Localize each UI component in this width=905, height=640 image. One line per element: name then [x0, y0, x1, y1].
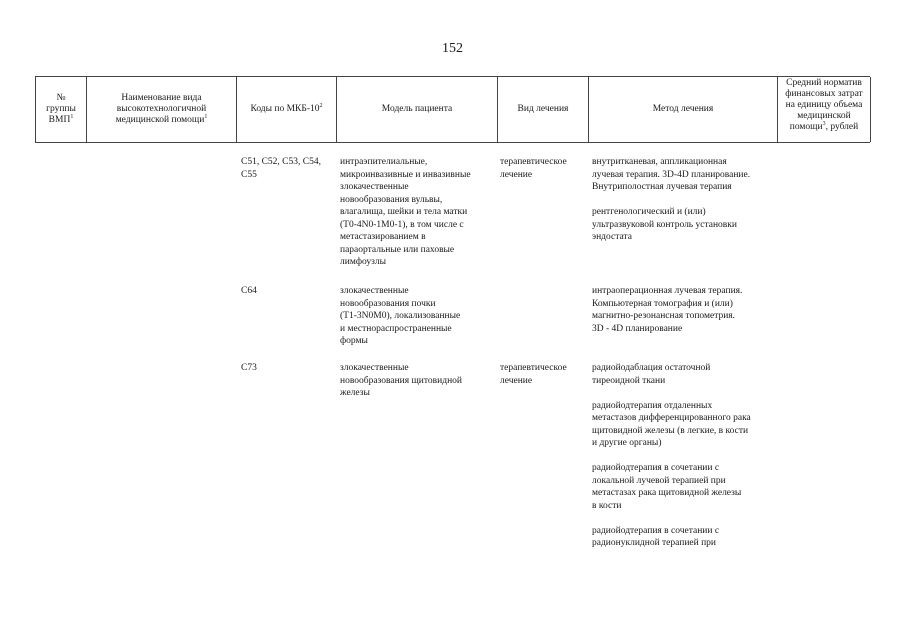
row-2-codes: C64	[241, 286, 257, 296]
row-1-methods: внутритканевая, аппликационная лучевая терапия. 3D-4D планирование. Внутриполостная лучевая терапия рентгенологический и (или) ультразвуковой контроль установки эндостата	[592, 157, 751, 242]
row-2-patient-model: злокачественные новообразования почки (T1-3N0M0), локализованные и местнораспространенные формы	[340, 286, 461, 346]
row-1-patient-model: интраэпителиальные, микроинвазивные и инвазивные злокачественные новообразования вульвы, влагалища, шейки и тела матки (T0-4N0-1M0-1), в том числе с метастазированием в параортальные или паховые лимфоузлы	[340, 157, 471, 267]
row-1-codes: C51, C52, C53, C54, C55	[241, 157, 321, 180]
row-3-methods: радиойодаблация остаточной тиреоидной ткани радиойодтерапия отдаленных метастазов дифференцированного рака щитовидной железы (в легкие, в кости и другие органы) радиойодтерапия в сочетании с локальной лучевой терапией при метастазах рака щитовидной железы в кости радиойодтерапия в сочетании с радионуклидной терапией при	[592, 363, 751, 548]
page-number: 152	[442, 41, 463, 56]
row-2-methods: интраоперационная лучевая терапия. Компьютерная томография и (или) магнитно-резонансная топометрия. 3D - 4D планирование	[592, 286, 743, 334]
header-average-cost: Средний норматив финансовых затрат на единицу объема медицинской помощи$^3$, рублей	[785, 78, 863, 132]
header-patient-model: Модель пациента	[381, 104, 453, 114]
header-treatment-type: Вид лечения	[517, 104, 569, 114]
row-3-treatment-type: терапевтическое лечение	[500, 363, 567, 386]
row-3-codes: C73	[241, 363, 257, 373]
header-treatment-method: Метод лечения	[652, 104, 714, 114]
header-group-number: № группы ВМП$^1$	[46, 93, 76, 125]
row-3-patient-model: злокачественные новообразования щитовидной железы	[340, 363, 462, 398]
row-1-treatment-type: терапевтическое лечение	[500, 157, 567, 180]
column-divider	[870, 77, 871, 142]
header-bottom-rule	[35, 142, 870, 143]
header-icd-codes: Коды по МКБ-$10^2$	[250, 102, 323, 114]
header-care-type: Наименование вида высокотехнологичной медицинской помощи$^1$	[115, 93, 208, 125]
